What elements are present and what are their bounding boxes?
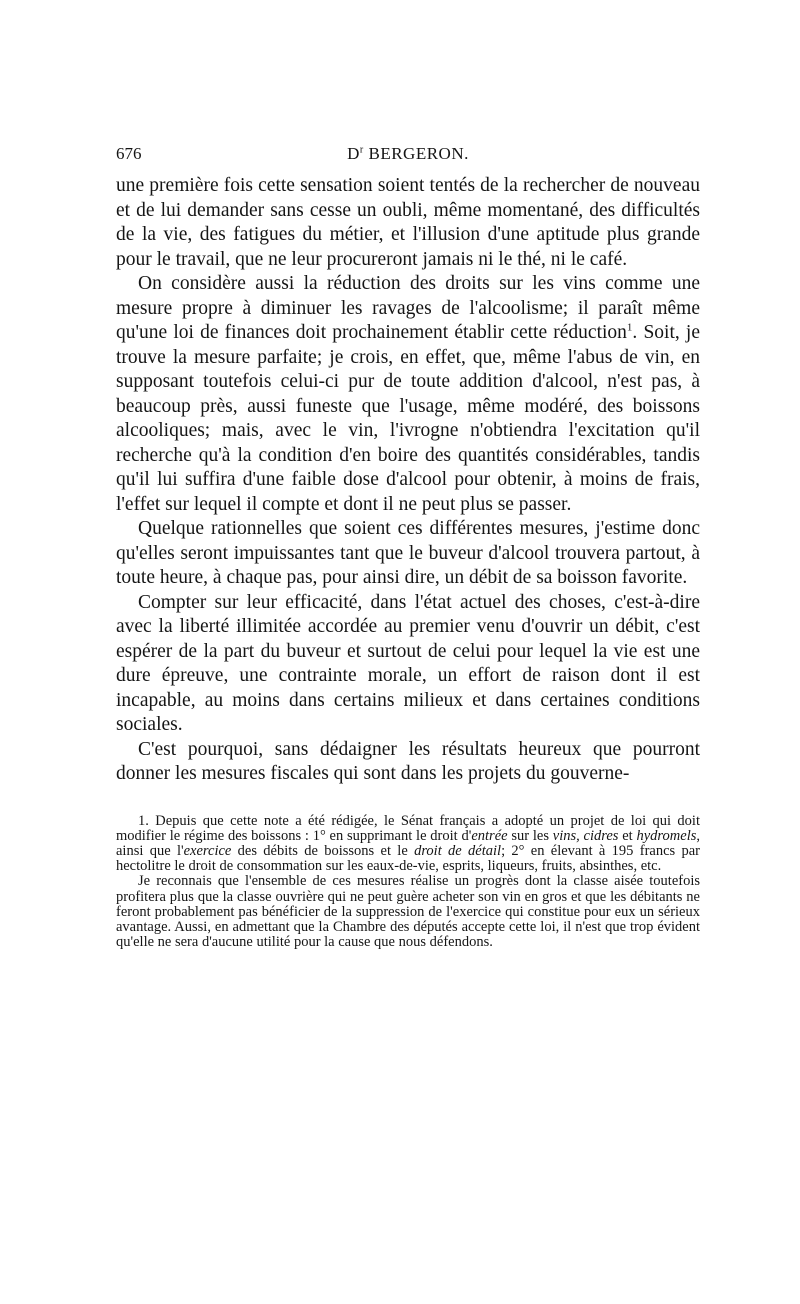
book-page bbox=[116, 144, 700, 950]
paragraph-4: Compter sur leur efficacité, dans l'état actuel des choses, c'est-à-dire avec la liberté illimitée accordée au premier venu d'ouvrir un débit, c'est espérer de la part du buveur et surtout de celui pour lequel la vie est une dure épreuve, une contrainte morale, un effort de raison dont il est incapable, au moins dans certains milieux et dans certaines conditions sociales. bbox=[116, 591, 700, 735]
footnote-text: , ainsi que l' bbox=[116, 827, 700, 859]
author-prefix-sup: r bbox=[359, 144, 364, 156]
footnote-continuation: Je reconnais que l'ensemble de ces mesures réalise un progrès dont la classe aisée toutefois profitera plus que la classe ouvrière qui ne peut guère acheter son vin en gros et que les débitants ne feront probablement pas bénéficier de la suppression de l'exercice qui constitue pour eux un sérieux avantage. Aussi, en admettant que la Chambre des députés accepte cette loi, il n'est que trop évident qu'elle ne sera d'aucune utilité pour la cause que nous défendons. bbox=[116, 873, 700, 951]
author-prefix: D bbox=[347, 144, 360, 163]
footnote-text: des débits de boissons et le bbox=[231, 842, 415, 859]
paragraph-2 bbox=[116, 272, 700, 517]
footnote-text: ; 2° en élevant à 195 francs par hectolitre le droit de consommation sur les eaux-de-vie, esprits, liqueurs, fruits, absinthes, etc. bbox=[116, 842, 700, 875]
footnote-italic: droit de détail bbox=[414, 842, 502, 859]
running-title bbox=[116, 144, 700, 164]
main-text bbox=[116, 174, 700, 787]
paragraph-1: une première fois cette sensation soient tentés de la rechercher de nouveau et de lui demander sans cesse un oubli, même momentané, des difficultés de la vie, des fatigues du métier, et l'illusion d'une aptitude plus grande pour le travail, que ne leur procureront jamais ni le thé, ni le café. bbox=[116, 175, 700, 270]
paragraph-5: C'est pourquoi, sans dédaigner les résultats heureux que pourront donner les mesures fiscales qui sont dans les projets du gouverne- bbox=[116, 738, 700, 784]
paragraph-2-part-b: . Soit, je trouve la mesure parfaite; je crois, en effet, que, même l'abus de vin, en supposant toutefois celui-ci pur de toute addition d'alcool, n'est pas, à beaucoup près, aussi funeste que l'usage, même modéré, des boissons alcooliques; mais, avec le vin, l'ivrogne n'obtiendra l'excitation qu'il recherche qu'à la condition d'en boire des quantités considérables, tandis qu'il lui suffira d'une faible dose d'alcool pour obtenir, à moins de frais, l'effet sur lequel il compte et dont il ne peut plus se passer. bbox=[116, 322, 700, 515]
footnote-text: Depuis que cette note a été rédigée, le Sénat français a adopté un projet de loi qui doit modifier le régime des boissons : 1° en supprimant le droit d' bbox=[116, 812, 700, 844]
footnote-1 bbox=[116, 814, 700, 875]
footnote-italic: exercice bbox=[183, 842, 232, 859]
page-header bbox=[116, 144, 700, 174]
footnote-italic: hydromels bbox=[636, 827, 697, 844]
footnote-label: 1. bbox=[138, 812, 149, 829]
footnote-text: et bbox=[618, 827, 637, 844]
footnote-italic: vins, cidres bbox=[552, 827, 619, 844]
footnote-reference[interactable]: 1 bbox=[626, 321, 633, 334]
footnote-italic: entrée bbox=[471, 827, 508, 844]
footnote-area bbox=[116, 814, 700, 951]
author-name: BERGERON. bbox=[363, 144, 469, 163]
footnote-text: sur les bbox=[507, 827, 553, 844]
page-number: 676 bbox=[116, 144, 142, 163]
paragraph-2-part-a: On considère aussi la réduction des droits sur les vins comme une mesure propre à diminuer les ravages de l'alcoolisme; il paraît même qu'une loi de finances doit prochainement établir cette réduction bbox=[116, 273, 700, 343]
paragraph-3: Quelque rationnelles que soient ces différentes mesures, j'estime donc qu'elles seront impuissantes tant que le buveur d'alcool trouvera partout, à toute heure, à chaque pas, pour ainsi dire, un débit de sa boisson favorite. bbox=[116, 518, 700, 588]
